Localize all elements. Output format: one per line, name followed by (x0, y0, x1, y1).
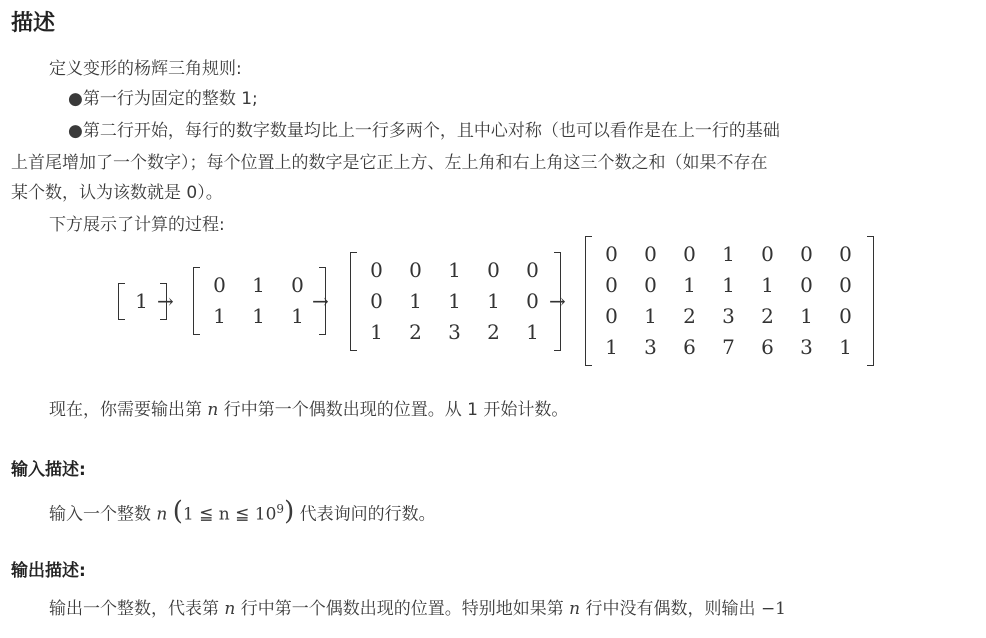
matrix-cell: 0 (409, 257, 422, 282)
matrix-cell: 1 (448, 288, 461, 313)
matrix-cell: 1 (252, 304, 265, 328)
matrix-cell: 3 (800, 335, 813, 359)
matrix-bracket-left (585, 236, 592, 366)
matrix-sequence (0, 238, 986, 364)
bullet-second-row-line1: ●第二行开始，每行的数字数量均比上一行多两个，且中心对称（也可以看作是在上一行的基础 (68, 121, 780, 141)
matrix-cell: 7 (722, 335, 735, 359)
matrix-cell: 0 (370, 288, 383, 313)
matrix-cell: 0 (644, 273, 657, 297)
matrix-2 (193, 267, 326, 335)
matrix-cell: 6 (683, 335, 696, 359)
matrix-cell: 0 (370, 257, 383, 282)
matrix-4 (585, 236, 874, 366)
matrix-cell: 1 (409, 288, 422, 313)
matrix-cell: 0 (526, 288, 539, 313)
matrix-cell: 1 (839, 335, 852, 359)
matrix-cell: 0 (800, 242, 813, 266)
matrix-cell: 0 (839, 242, 852, 266)
matrix-cell: 0 (605, 242, 618, 266)
matrix-cell: 1 (135, 288, 148, 313)
matrix-cell: 1 (722, 242, 735, 266)
matrix-cell: 2 (487, 319, 500, 344)
matrix-cell: 0 (644, 242, 657, 266)
input-heading: 输入描述: (11, 460, 86, 480)
matrix-bracket-left (350, 252, 357, 351)
matrix-bracket-left (193, 267, 200, 335)
process-intro: 下方展示了计算的过程: (49, 215, 225, 235)
matrix-cell: 1 (761, 273, 774, 297)
bullet-second-row-line3: 某个数，认为该数就是 0）。 (11, 183, 223, 203)
matrix-cell: 1 (487, 288, 500, 313)
output-heading: 输出描述: (11, 561, 86, 581)
matrix-cell: 1 (800, 304, 813, 328)
matrix-bracket-right (867, 236, 874, 366)
matrix-cell: 0 (605, 273, 618, 297)
matrix-cell: 0 (800, 273, 813, 297)
matrix-cell: 0 (213, 273, 226, 297)
arrow-right-icon: → (549, 289, 566, 313)
input-description: 输入一个整数 n (1 ≦ n ≦ $10^9$) 代表询问的行数。 (49, 496, 436, 527)
matrix-cell: 0 (526, 257, 539, 282)
matrix-cell: 0 (761, 242, 774, 266)
matrix-cell: 0 (839, 304, 852, 328)
matrix-cell: 1 (213, 304, 226, 328)
description-heading: 描述 (11, 11, 56, 36)
matrix-cell: 0 (683, 242, 696, 266)
matrix-cell: 1 (683, 273, 696, 297)
matrix-cell: 3 (448, 319, 461, 344)
matrix-cell: 2 (761, 304, 774, 328)
matrix-cell: 1 (605, 335, 618, 359)
matrix-cell: 0 (605, 304, 618, 328)
matrix-cell: 1 (644, 304, 657, 328)
matrix-cell: 3 (722, 304, 735, 328)
question-text: 现在，你需要输出第 n 行中第一个偶数出现的位置。从 1 开始计数。 (49, 400, 569, 420)
matrix-cell: 0 (839, 273, 852, 297)
rule-intro: 定义变形的杨辉三角规则: (49, 59, 242, 79)
matrix-cell: 6 (761, 335, 774, 359)
matrix-cell: 3 (644, 335, 657, 359)
arrow-right-icon: → (312, 289, 329, 313)
matrix-cell: 1 (291, 304, 304, 328)
matrix-cell: 0 (291, 273, 304, 297)
matrix-cell: 1 (370, 319, 383, 344)
matrix-cell: 0 (487, 257, 500, 282)
matrix-cell: 1 (526, 319, 539, 344)
matrix-cell: 1 (448, 257, 461, 282)
arrow-right-icon: → (157, 289, 174, 313)
matrix-cell: 2 (683, 304, 696, 328)
matrix-cell: 2 (409, 319, 422, 344)
matrix-3 (350, 252, 561, 351)
variable-n: n (207, 400, 219, 420)
output-description: 输出一个整数，代表第 n 行中第一个偶数出现的位置。特别地如果第 n 行中没有偶数，则输出 −1 (49, 599, 786, 619)
matrix-cell: 1 (252, 273, 265, 297)
bullet-second-row-line2: 上首尾增加了一个数字）；每个位置上的数字是它正上方、左上角和右上角这三个数之和（如果不存在 (11, 153, 768, 173)
matrix-cell: 1 (722, 273, 735, 297)
bullet-first-row: ●第一行为固定的整数 1; (68, 89, 258, 109)
